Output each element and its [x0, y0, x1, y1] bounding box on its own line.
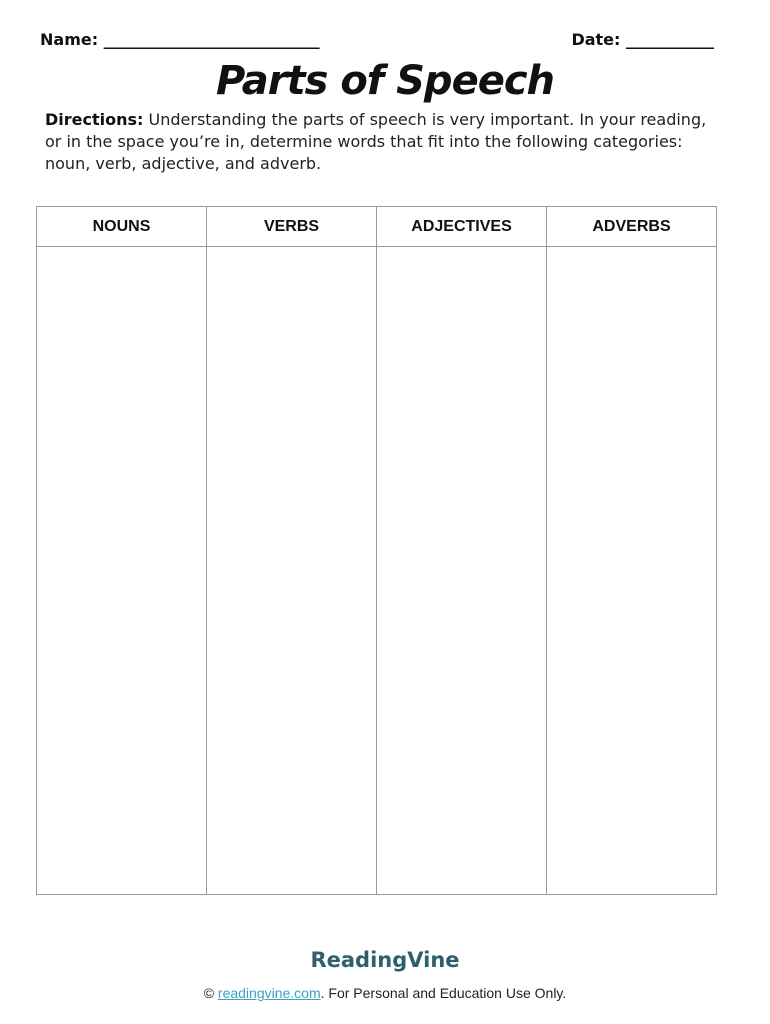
column-body-adjectives[interactable] [377, 247, 546, 894]
column-nouns [37, 207, 207, 894]
directions-line-3: noun, verb, adjective, and adverb. [45, 154, 322, 173]
readingvine-link[interactable]: readingvine.com [217, 985, 321, 1001]
footer [0, 985, 770, 1001]
directions-line-1 [45, 109, 725, 131]
directions-line-2: or in the space you’re in, determine words that fit into the following categories: [45, 132, 683, 151]
column-verbs [207, 207, 377, 894]
column-body-verbs[interactable] [207, 247, 376, 894]
column-body-adverbs[interactable] [547, 247, 716, 894]
column-adverbs [547, 207, 716, 894]
copyright-symbol: © [203, 985, 215, 1001]
directions-label: Directions: [45, 110, 144, 129]
column-adjectives [377, 207, 547, 894]
page-title: Parts of Speech [215, 58, 555, 104]
brand-logo: ReadingVine [310, 948, 460, 972]
footer-text: . For Personal and Education Use Only. [320, 985, 567, 1001]
header-row [40, 30, 714, 54]
column-header-nouns: NOUNS [37, 207, 206, 247]
date-field[interactable]: Date: ___________ [571, 30, 714, 49]
parts-of-speech-table [36, 206, 717, 895]
column-header-verbs: VERBS [207, 207, 376, 247]
column-header-adverbs: ADVERBS [547, 207, 716, 247]
column-header-adjectives: ADJECTIVES [377, 207, 546, 247]
name-field[interactable]: Name: ___________________________ [40, 30, 320, 49]
directions-text-1: Understanding the parts of speech is very important. In your reading, [148, 110, 707, 129]
directions [45, 109, 725, 175]
column-body-nouns[interactable] [37, 247, 206, 894]
